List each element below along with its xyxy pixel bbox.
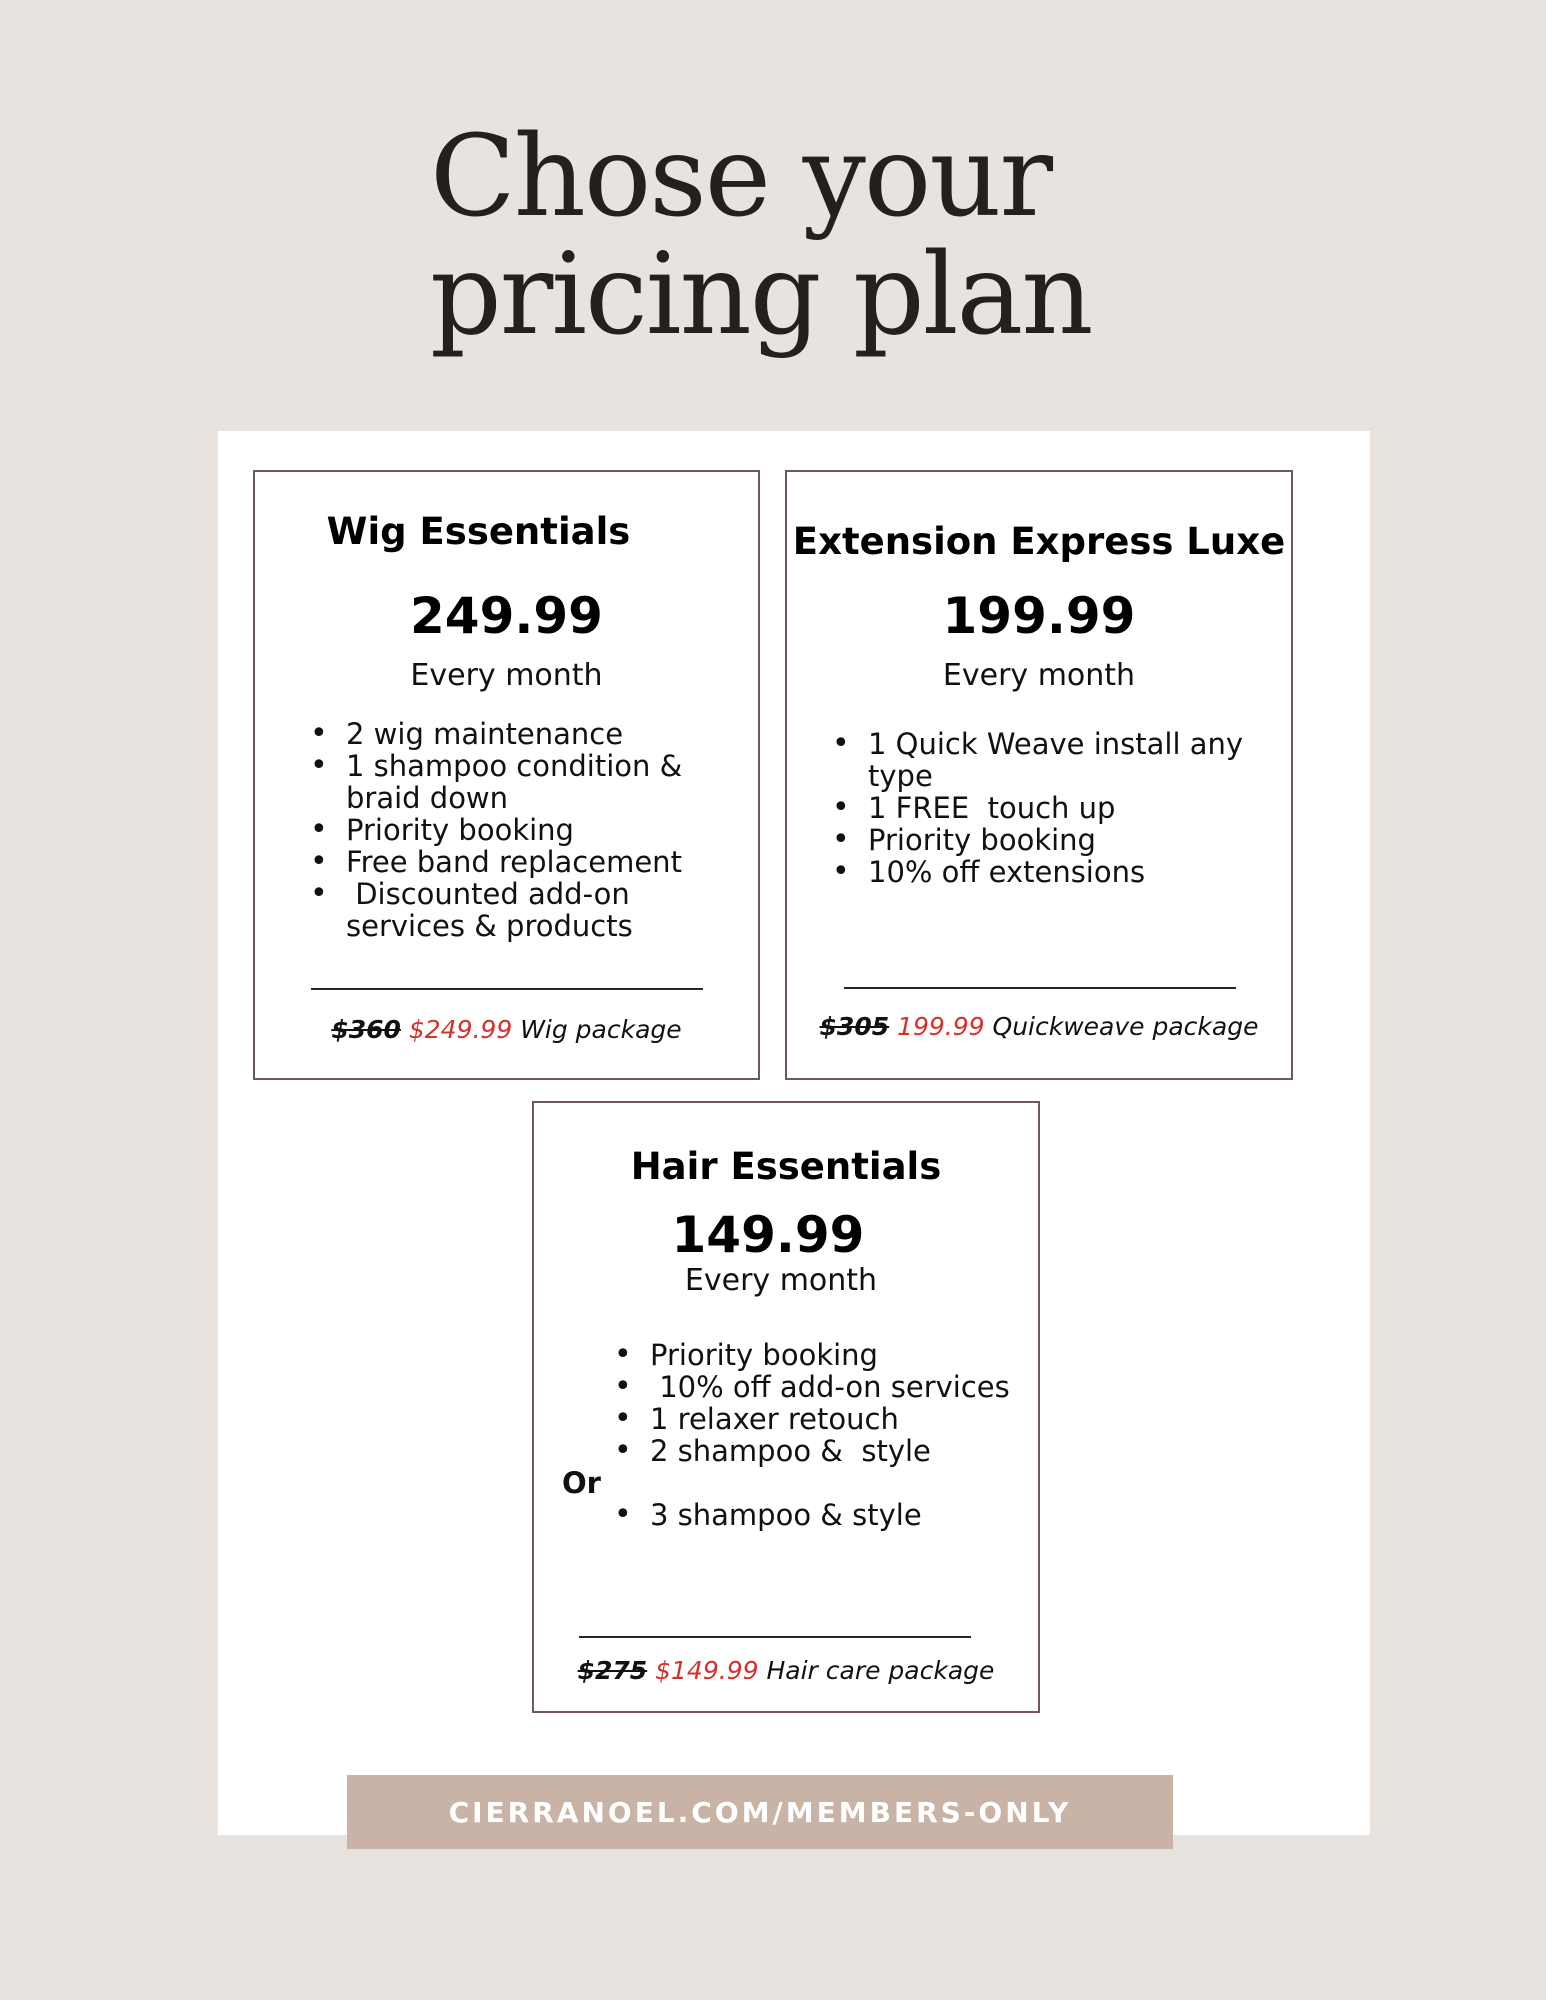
plan-price: 199.99 <box>942 587 1136 645</box>
bullet-icon: • <box>310 812 328 847</box>
page-title-line-1: Chose your <box>430 112 1051 242</box>
bullet-icon: • <box>832 854 850 889</box>
bullet-icon: • <box>614 1401 632 1436</box>
list-item <box>310 718 710 750</box>
bullet-icon: • <box>310 716 328 751</box>
divider <box>311 988 703 990</box>
plan-card-extension-express-luxe[interactable] <box>785 470 1293 1080</box>
list-item <box>614 1499 1014 1531</box>
plan-price: 149.99 <box>671 1206 865 1264</box>
package-label: Quickweave package <box>992 1012 1259 1041</box>
plan-price: 249.99 <box>410 587 603 645</box>
original-price: $275 <box>577 1656 648 1685</box>
bullet-icon: • <box>832 726 850 761</box>
bullet-icon: • <box>832 822 850 857</box>
list-item <box>614 1403 1014 1435</box>
feature-text: 2 wig maintenance <box>346 717 624 751</box>
feature-text: 10% off extensions <box>868 855 1146 889</box>
plan-title: Wig Essentials <box>326 510 631 553</box>
package-label: Hair care package <box>766 1656 995 1685</box>
list-item <box>310 814 710 846</box>
list-item <box>614 1371 1014 1403</box>
plan-feature-list <box>310 718 710 942</box>
feature-text: 1 relaxer retouch <box>650 1402 899 1436</box>
or-separator <box>562 1466 1014 1500</box>
members-only-link-button[interactable]: CIERRANOEL.COM/MEMBERS-ONLY <box>347 1775 1173 1849</box>
list-item <box>310 750 710 814</box>
feature-text: Discounted add-on services & products <box>346 877 639 943</box>
feature-text: 2 shampoo & style <box>650 1434 931 1468</box>
feature-text: 1 Quick Weave install any type <box>868 727 1244 793</box>
bullet-icon: • <box>614 1497 632 1532</box>
bullet-icon: • <box>310 876 328 911</box>
feature-text: 1 FREE touch up <box>868 791 1116 825</box>
plan-card-wig-essentials[interactable] <box>253 470 760 1080</box>
original-price: $305 <box>819 1012 890 1041</box>
list-item <box>832 824 1252 856</box>
bullet-icon: • <box>832 790 850 825</box>
feature-text: Priority booking <box>346 813 574 847</box>
package-label: Wig package <box>520 1015 682 1044</box>
sale-price: $249.99 <box>408 1015 513 1044</box>
plan-title: Extension Express Luxe <box>792 520 1286 563</box>
feature-text: 1 shampoo condition & braid down <box>346 749 683 815</box>
page-title-line-2: pricing plan <box>430 230 1092 360</box>
plan-period: Every month <box>410 658 603 693</box>
feature-text: 3 shampoo & style <box>650 1498 922 1532</box>
feature-text: 10% off add-on services <box>650 1370 1010 1404</box>
promo-line <box>255 1015 758 1044</box>
bullet-icon: • <box>614 1433 632 1468</box>
bullet-icon: • <box>614 1337 632 1372</box>
divider <box>579 1636 971 1638</box>
plan-title: Hair Essentials <box>630 1145 942 1188</box>
plan-feature-list <box>832 728 1252 888</box>
plan-card-hair-essentials[interactable] <box>532 1101 1040 1713</box>
sale-price: $149.99 <box>655 1656 759 1685</box>
list-item <box>310 878 710 942</box>
promo-line <box>787 1012 1291 1041</box>
list-item <box>832 792 1252 824</box>
list-item <box>614 1435 1014 1467</box>
feature-text: Priority booking <box>650 1338 878 1372</box>
original-price: $360 <box>331 1015 401 1044</box>
bullet-icon: • <box>614 1369 632 1404</box>
page-title <box>430 112 1130 360</box>
list-item <box>310 846 710 878</box>
promo-line <box>534 1656 1038 1685</box>
list-item <box>614 1339 1014 1371</box>
feature-text: Free band replacement <box>346 845 682 879</box>
list-item <box>832 856 1252 888</box>
or-label: Or <box>562 1466 601 1500</box>
feature-text: Priority booking <box>868 823 1096 857</box>
bullet-icon: • <box>310 748 328 783</box>
divider <box>844 987 1236 989</box>
bullet-icon: • <box>310 844 328 879</box>
list-item <box>832 728 1252 792</box>
plan-period: Every month <box>684 1263 878 1298</box>
plan-period: Every month <box>942 658 1136 693</box>
plan-feature-list <box>562 1337 1014 1532</box>
sale-price: 199.99 <box>897 1012 985 1041</box>
